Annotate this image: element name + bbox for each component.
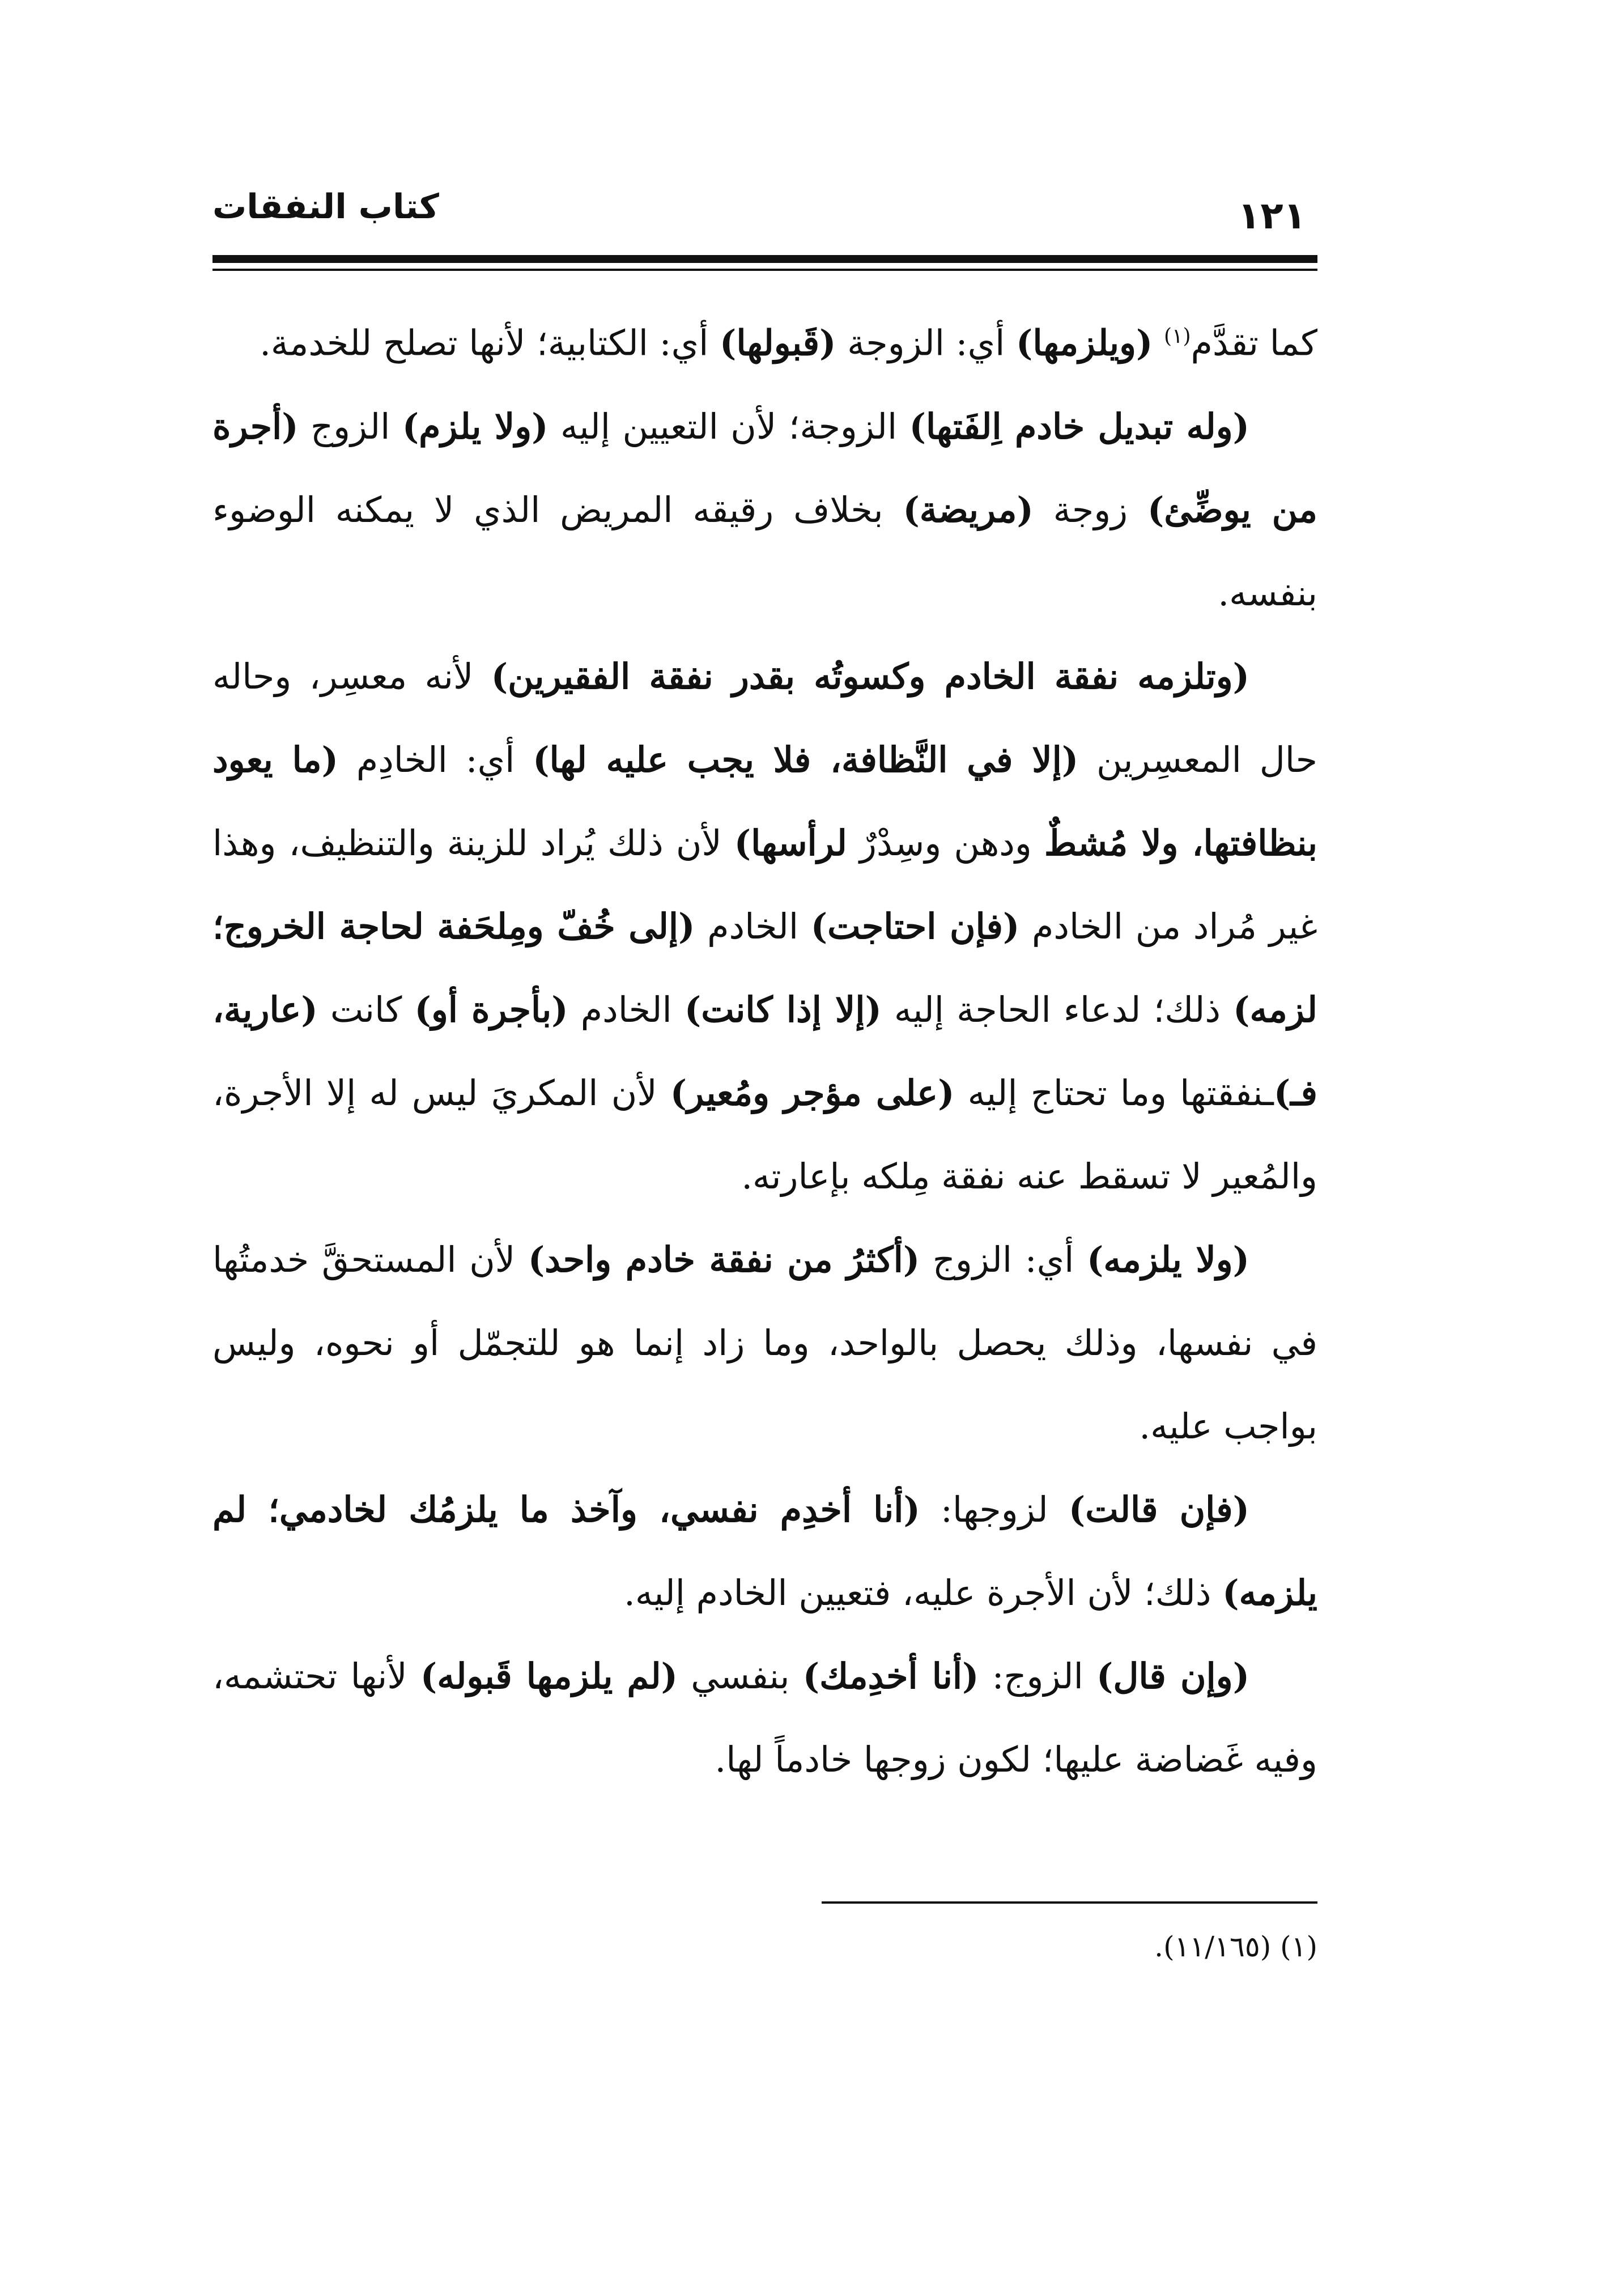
text-run: لأن ذلك يُراد للزينة والتنظيف، وهذا غير مُراد من الخادم [212,822,1317,947]
bold-run: (ولا يلزم) [402,405,549,447]
text-run: لأنها تحتشمه، وفيه غَضاضة عليها؛ لكون زوجها خادماً لها. [212,1655,1317,1780]
paragraph-1 [212,295,1317,385]
text-run: الزوجة؛ لأن التعيين إليه [548,405,909,447]
bold-run: (لم يلزمها قَبوله) [420,1655,678,1697]
text-run: ودهن وسِدْرٌ [847,822,1044,864]
bold-run: (أنا أخدِمك) [802,1655,979,1697]
bold-run: (ما يعود بنظافتها، ولا مُشطٌ [212,738,1317,864]
text-run: أي: الخادِم [338,738,533,780]
bold-run: (مريضة) [903,489,1034,530]
text-run: زوجة [1033,489,1147,530]
text-run: كما تقدَّم [1191,322,1317,364]
paragraph-6 [212,1634,1317,1801]
text-run: بنفسي [678,1655,803,1697]
bold-run: (ولا يلزمه) [1087,1238,1249,1280]
paragraph-5 [212,1468,1317,1634]
text-run: أي: الزوج [920,1238,1087,1280]
paragraph-4 [212,1218,1317,1468]
bold-run: (أجرة من يوضِّئ) [212,405,1317,530]
header-rule-thin [212,269,1317,271]
text-run: الخادم [695,905,811,947]
text-run: أي: الكتابية؛ لأنها تصلح للخدمة. [260,322,720,364]
text-run: لزوجها: [920,1488,1069,1530]
bold-run: (وإن قال) [1096,1655,1250,1697]
footnote-reference: (١) [1164,325,1191,348]
text-run: الزوج [298,405,402,447]
text-run: الخادم [568,988,685,1030]
text-run [1153,322,1164,364]
bold-run: (عارية، فـ) [212,988,1317,1114]
bold-run: (وتلزمه نفقة الخادم وكسوتُه بقدر نفقة الفقيرين) [491,655,1249,697]
text-run: أي: الزوجة [836,322,1017,364]
text-run: ذلك؛ لأن الأجرة عليه، فتعيين الخادم إليه. [624,1572,1223,1613]
bold-run: (ويلزمها) [1016,322,1153,364]
bold-run: (فإن احتاجت) [810,905,1020,947]
paragraph-2 [212,385,1317,635]
page-number: ١٢١ [1238,194,1306,237]
bold-run: (أكثرُ من نفقة خادم واحد) [528,1238,920,1280]
text-run: كانت [317,988,415,1030]
main-text [212,295,1317,1801]
running-title: كتاب النفقات [212,187,439,227]
header-rule-thick [212,255,1317,263]
text-run: ـنفقتها وما تحتاج إليه [954,1072,1274,1114]
bold-run: (قَبولها) [720,322,836,364]
bold-run: (وله تبديل خادم اِلفَتها) [909,405,1249,447]
footnote: (١) (١١/١٦٥). [1154,1930,1317,1963]
footnote-separator [822,1901,1317,1904]
paragraph-3 [212,635,1317,1218]
text-run: الزوج: [979,1655,1097,1697]
text-run: لأن المكريَ ليس له إلا الأجرة، والمُعير لا تسقط عنه نفقة مِلكه بإعارته. [212,1072,1317,1197]
text-run: بخلاف رقيقه المريض الذي لا يمكنه الوضوء بنفسه. [212,489,1317,614]
bold-run: (إلى خُفّ ومِلحَفة لحاجة الخروج؛ لزمه) [212,905,1317,1030]
text-run: لأنه معسِر، وحاله حال المعسِرين [212,655,1317,780]
bold-run: لرأسها) [734,822,847,864]
bold-run: (إلا في النَّظافة، فلا يجب عليه لها) [533,738,1079,780]
text-run: ذلك؛ لدعاء الحاجة إليه [881,988,1234,1030]
text-run: لأن المستحقَّ خدمتُها في نفسها، وذلك يحصل بالواحد، وما زاد إنما هو للتجمّل أو نحوه، وليس بواجب عليه. [212,1238,1317,1447]
bold-run: (فإن قالت) [1068,1488,1249,1530]
bold-run: (أنا أخدِم نفسي، وآخذ ما يلزمُك لخادمي؛ لم يلزمه) [212,1488,1317,1613]
bold-run: (على مؤجر ومُعير) [670,1072,955,1114]
bold-run: (بأجرة أو) [414,988,568,1030]
bold-run: (إلا إذا كانت) [684,988,882,1030]
